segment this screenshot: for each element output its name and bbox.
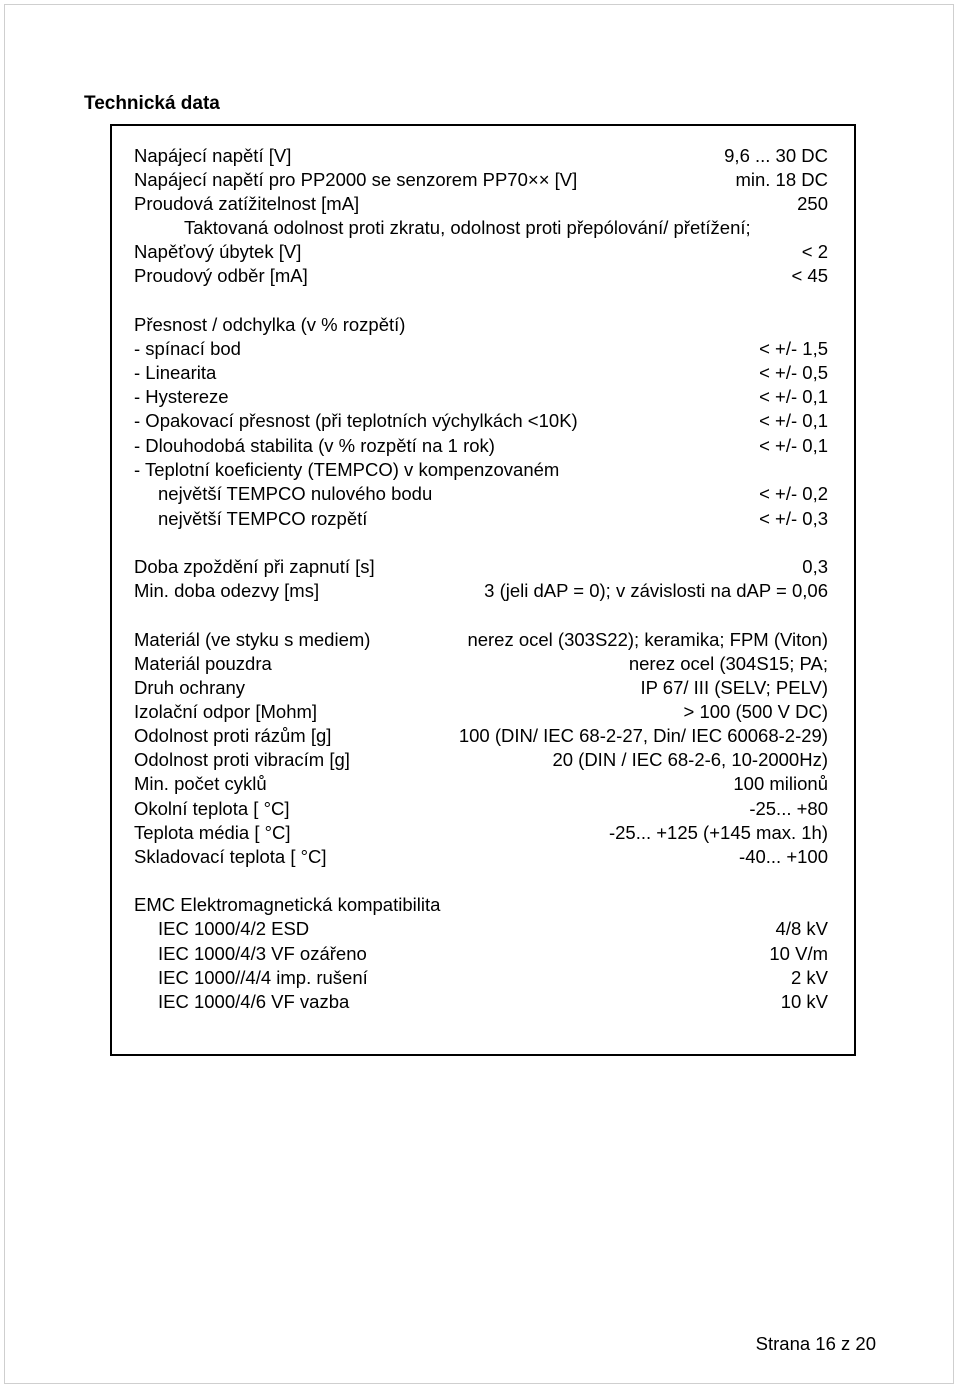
spec-label: - Linearita <box>134 362 217 383</box>
tempco-heading: - Teplotní koeficienty (TEMPCO) v kompenzovaném <box>134 459 560 480</box>
spec-row <box>158 507 828 531</box>
spec-label: Proudová zatížitelnost [mA] <box>134 193 360 214</box>
spec-value: nerez ocel (304S15; PA; <box>628 653 828 674</box>
spec-value: 10 kV <box>780 991 828 1012</box>
spec-row <box>158 966 828 990</box>
spec-value: IP 67/ III (SELV; PELV) <box>640 677 828 698</box>
spec-value: 0,3 <box>802 556 828 577</box>
spec-label: Druh ochrany <box>134 677 246 698</box>
spec-value: 100 (DIN/ IEC 68-2-27, Din/ IEC 60068-2-29) <box>458 725 828 746</box>
spec-row <box>134 724 828 748</box>
spec-value: 20 (DIN / IEC 68-2-6, 10-2000Hz) <box>552 749 828 770</box>
section-title: Technická data <box>84 93 220 114</box>
spec-label: - Hystereze <box>134 386 229 407</box>
spec-row <box>134 385 828 409</box>
spec-row <box>134 264 828 288</box>
spec-row <box>134 409 828 433</box>
spec-label: Skladovací teplota [ °C] <box>134 846 327 867</box>
spec-row <box>134 628 828 652</box>
spec-value: 3 (jeli dAP = 0); v závislosti na dAP = 0,06 <box>484 580 828 601</box>
spec-label: - Opakovací přesnost (při teplotních výchylkách <10K) <box>134 410 578 431</box>
spec-value: < +/- 0,5 <box>759 362 828 383</box>
spec-value: -25... +125 (+145 max. 1h) <box>608 822 828 843</box>
spec-label: největší TEMPCO nulového bodu <box>158 483 433 504</box>
spec-value: < +/- 1,5 <box>759 338 828 359</box>
spec-value: 9,6 ... 30 DC <box>724 145 828 166</box>
spec-row <box>134 797 828 821</box>
spec-label: Napěťový úbytek [V] <box>134 241 302 262</box>
spec-row <box>134 240 828 264</box>
spec-label: Doba zpoždění při zapnutí [s] <box>134 556 375 577</box>
spec-row <box>134 676 828 700</box>
spec-label: Min. počet cyklů <box>134 773 267 794</box>
spec-row <box>134 144 828 168</box>
spec-value: < 2 <box>801 241 828 262</box>
spec-value: < +/- 0,1 <box>759 410 828 431</box>
spec-row <box>134 192 828 216</box>
spec-value: nerez ocel (303S22); keramika; FPM (Viton) <box>467 629 828 650</box>
page-number: Strana 16 z 20 <box>755 1333 876 1354</box>
spec-row <box>134 361 828 385</box>
spec-value: -25... +80 <box>749 798 828 819</box>
spec-row <box>134 772 828 796</box>
spec-label: Materiál pouzdra <box>134 653 272 674</box>
spec-value: -40... +100 <box>739 846 828 867</box>
accuracy-heading: Přesnost / odchylka (v % rozpětí) <box>134 314 406 335</box>
spec-value: < +/- 0,1 <box>759 386 828 407</box>
spec-value: 2 kV <box>790 967 828 988</box>
spec-row <box>134 700 828 724</box>
spec-row <box>134 168 828 192</box>
spec-row <box>134 845 828 869</box>
spec-value: < +/- 0,2 <box>759 483 828 504</box>
spec-value: 100 milionů <box>733 773 828 794</box>
spec-row <box>158 990 828 1014</box>
spec-label: - spínací bod <box>134 338 241 359</box>
spec-value: > 100 (500 V DC) <box>683 701 828 722</box>
spec-value: < +/- 0,3 <box>759 508 828 529</box>
emc-heading: EMC Elektromagnetická kompatibilita <box>134 894 441 915</box>
spec-row <box>134 434 828 458</box>
spec-value: min. 18 DC <box>735 169 828 190</box>
spec-value: 250 <box>797 193 828 214</box>
spec-row <box>134 821 828 845</box>
spec-label: IEC 1000/4/6 VF vazba <box>158 991 350 1012</box>
spec-label: Proudový odběr [mA] <box>134 265 308 286</box>
spec-label: Napájecí napětí pro PP2000 se senzorem PP70×× [V] <box>134 169 578 190</box>
spec-label: Izolační odpor [Mohm] <box>134 701 318 722</box>
spec-row <box>134 748 828 772</box>
spec-label: IEC 1000/4/3 VF ozářeno <box>158 943 367 964</box>
spec-label: IEC 1000//4/4 imp. rušení <box>158 967 368 988</box>
spec-value: 10 V/m <box>769 943 828 964</box>
spec-value: < 45 <box>791 265 828 286</box>
protection-note: Taktovaná odolnost proti zkratu, odolnost proti přepólování/ přetížení; <box>184 217 751 238</box>
spec-label: - Dlouhodobá stabilita (v % rozpětí na 1 rok) <box>134 435 495 456</box>
spec-label: IEC 1000/4/2 ESD <box>158 918 310 939</box>
spec-row <box>134 579 828 603</box>
spec-label: Odolnost proti rázům [g] <box>134 725 332 746</box>
spec-label: Odolnost proti vibracím [g] <box>134 749 350 770</box>
spec-row <box>134 555 828 579</box>
spec-row <box>158 917 828 941</box>
spec-row <box>158 942 828 966</box>
spec-label: Okolní teplota [ °C] <box>134 798 290 819</box>
spec-label: největší TEMPCO rozpětí <box>158 508 368 529</box>
spec-label: Min. doba odezvy [ms] <box>134 580 320 601</box>
spec-value: 4/8 kV <box>775 918 828 939</box>
spec-row <box>158 482 828 506</box>
spec-value: < +/- 0,1 <box>759 435 828 456</box>
spec-label: Teplota média [ °C] <box>134 822 291 843</box>
spec-row <box>134 337 828 361</box>
spec-label: Napájecí napětí [V] <box>134 145 292 166</box>
spec-label: Materiál (ve styku s mediem) <box>134 629 371 650</box>
spec-row <box>134 652 828 676</box>
